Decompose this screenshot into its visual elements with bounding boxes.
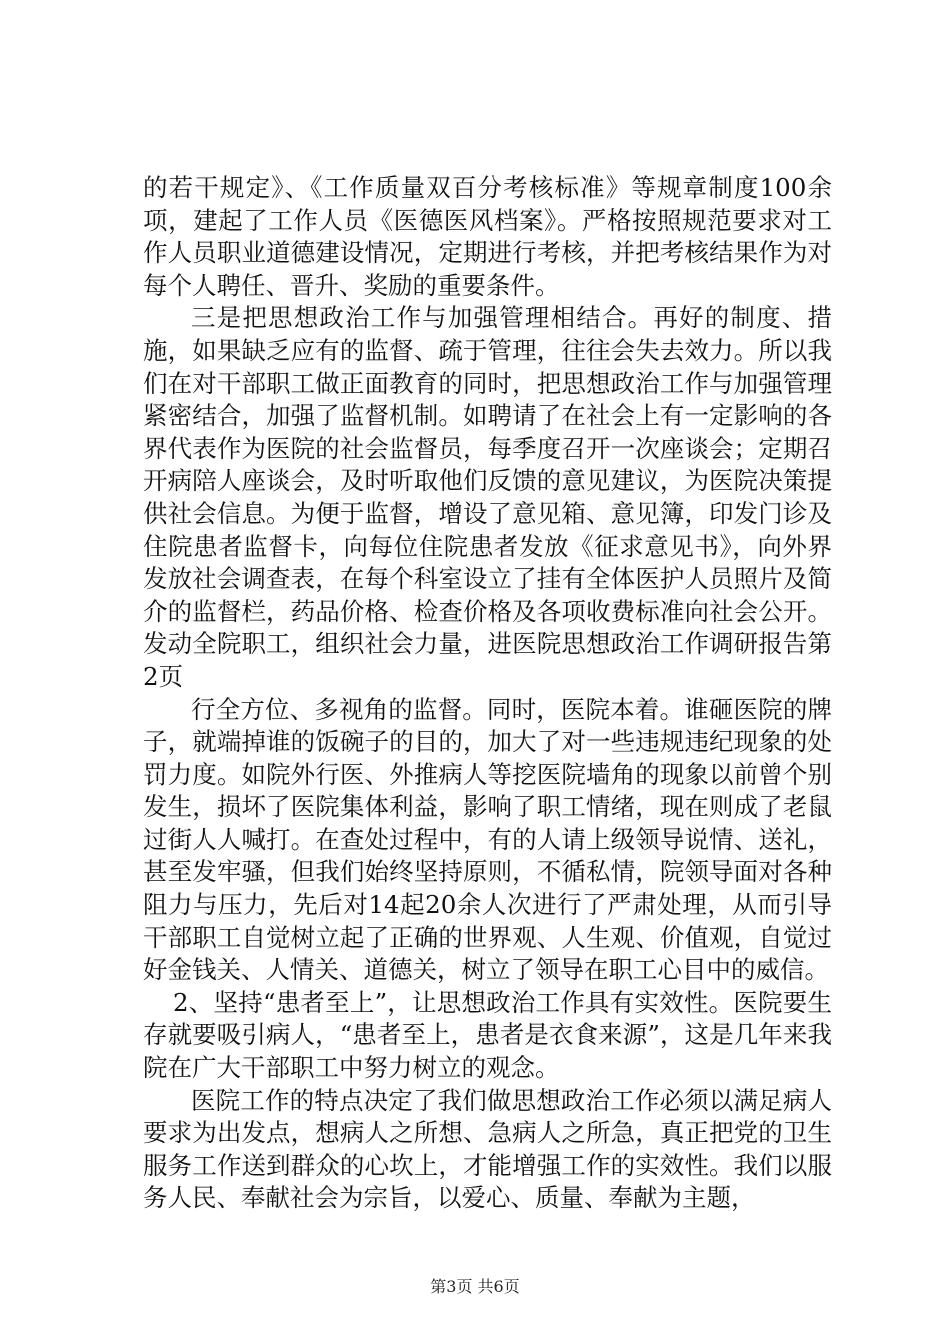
document-body — [143, 172, 832, 1215]
paragraph-5: 医院工作的特点决定了我们做思想政治工作必须以满足病人要求为出发点，想病人之所想、急病人之所急，真正把党的卫生服务工作送到群众的心坎上，才能增强工作的实效性。我们以服务人民、奉献社会为宗旨，以爱心、质量、奉献为主题， — [143, 1085, 832, 1213]
paragraph-3: 行全方位、多视角的监督。同时，医院本着。谁砸医院的牌子，就端掉谁的饭碗子的目的，加大了对一些违规违纪现象的处罚力度。如院外行医、外推病人等挖医院墙角的现象以前曾个别发生，损坏了医院集体利益，影响了职工情绪，现在则成了老鼠过街人人喊打。在查处过程中，有的人请上级领导说情、送礼，甚至发牢骚，但我们始终坚持原则，不循私情，院领导面对各种阻力与压力，先后对14起20余人次进行了严肃处理，从而引导干部职工自觉树立起了正确的世界观、人生观、价值观，自觉过好金钱关、人情关、道德关，树立了领导在职工心目中的威信。 — [143, 694, 832, 985]
paragraph-1: 的若干规定》、《工作质量双百分考核标准》等规章制度100余项，建起了工作人员《医德医风档案》。严格按照规范要求对工作人员职业道德建设情况，定期进行考核，并把考核结果作为对每个人聘任、晋升、奖励的重要条件。 — [143, 173, 832, 300]
paragraph-2: 三是把思想政治工作与加强管理相结合。再好的制度、措施，如果缺乏应有的监督、疏于管理，往往会失去效力。所以我们在对干部职工做正面教育的同时，把思想政治工作与加强管理紧密结合，加强了监督机制。如聘请了在社会上有一定影响的各界代表作为医院的社会监督员，每季度召开一次座谈会；定期召开病陪人座谈会，及时听取他们反馈的意见建议，为医院决策提供社会信息。为便于监督，增设了意见箱、意见簿，印发门诊及住院患者监督卡，向每位住院患者发放《征求意见书》，向外界发放社会调查表，在每个科室设立了挂有全体医护人员照片及简介的监督栏，药品价格、检查价格及各项收费标准向社会公开。发动全院职工，组织社会力量，进医院思想政治工作调研报告第2页 — [143, 303, 832, 691]
paragraph-4: 2、坚持“患者至上”，让思想政治工作具有实效性。医院要生存就要吸引病人，“患者至上，患者是衣食来源”，这是几年来我院在广大干部职工中努力树立的观念。 — [143, 987, 832, 1083]
page-footer: 第3页 共6页 — [430, 1277, 520, 1296]
